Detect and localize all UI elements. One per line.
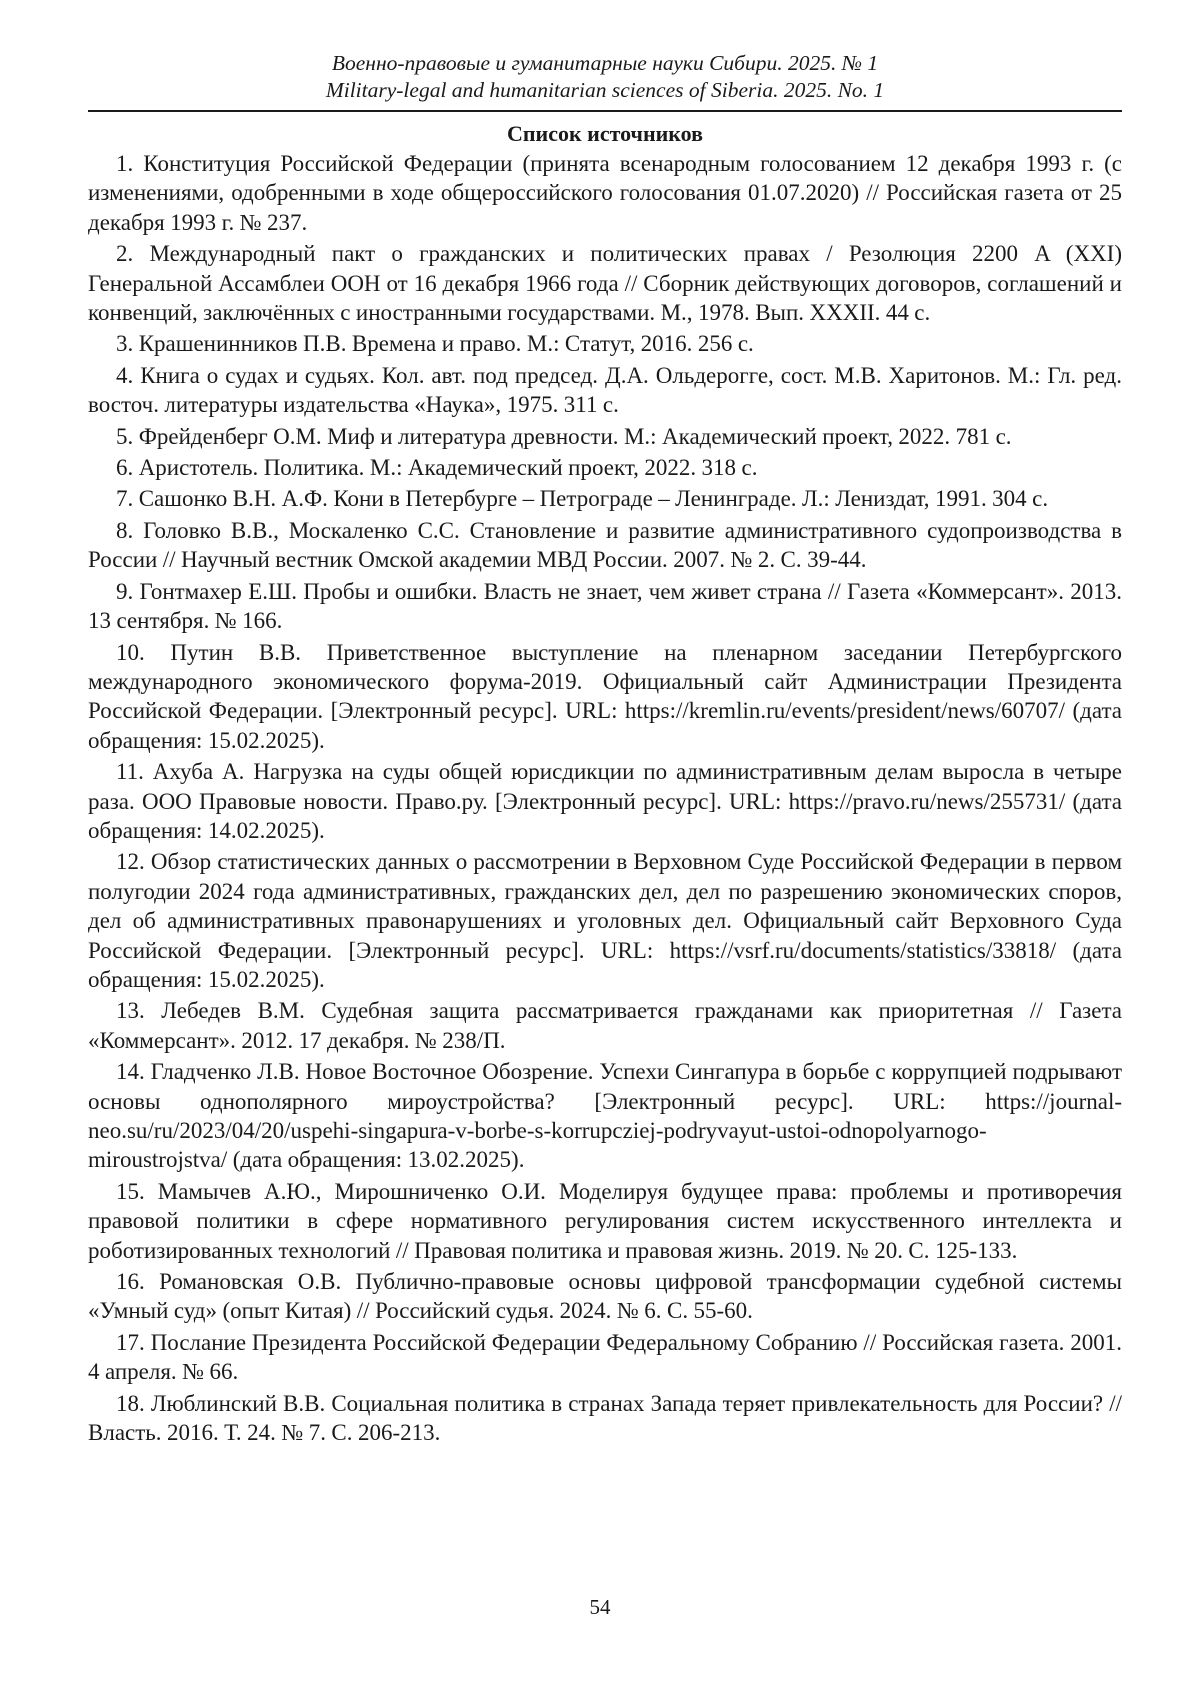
reference-item: 3. Крашенинников П.В. Времена и право. М.: Статут, 2016. 256 с. <box>116 331 754 357</box>
reference-item: 15. Мамычев А.Ю., Мирошниченко О.И. Моделируя будущее права: проблемы и противоречия правовой политики в сфере нормативного регулирования систем искусственного интеллекта и роботизированных технологий // Правовая политика и правовая жизнь. 2019. № 20. С. 125-133. <box>88 1178 1122 1263</box>
reference-item: 8. Головко В.В., Москаленко С.С. Становление и развитие административного судопроизводства в России // Научный вестник Омской академии МВД России. 2007. № 2. С. 39-44. <box>88 517 1122 573</box>
reference-item: 13. Лебедев В.М. Судебная защита рассматривается гражданами как приоритетная // Газета «Коммерсант». 2012. 17 декабря. № 238/П. <box>88 998 1122 1053</box>
reference-item: 17. Послание Президента Российской Федерации Федеральному Собранию // Российская газета. 2001. 4 апреля. № 66. <box>88 1329 1122 1385</box>
journal-title-en: Military-legal and humanitarian sciences of Siberia. 2025. No. 1 <box>325 78 885 102</box>
reference-item: 18. Люблинский В.В. Социальная политика в странах Запада теряет привлекательность для России? // Власть. 2016. Т. 24. № 7. С. 206-213. <box>88 1390 1122 1446</box>
reference-list <box>88 149 1122 1447</box>
reference-item: 7. Сашонко В.Н. А.Ф. Кони в Петербурге – Петрограде – Ленинграде. Л.: Лениздат, 1991. 304 с. <box>116 486 1049 512</box>
reference-item: 9. Гонтмахер Е.Ш. Пробы и ошибки. Власть не знает, чем живет страна // Газета «Коммерсант». 2013. 13 сентября. № 166. <box>88 578 1122 634</box>
running-header <box>88 50 1122 104</box>
reference-item: 4. Книга о судах и судьях. Кол. авт. под председ. Д.А. Ольдерогге, сост. М.В. Харитонов. М.: Гл. ред. восточ. литературы издательства «Наука», 1975. 311 с. <box>88 362 1122 418</box>
header-divider <box>88 110 1122 112</box>
reference-item: 11. Ахуба А. Нагрузка на суды общей юрисдикции по административным делам выросла в четыре раза. ООО Правовые новости. Право.ру. [Электронный ресурс]. URL: https://pravo.ru/news/255731/ (дата обращения: 14.02.2025). <box>88 759 1122 843</box>
journal-title-ru: Военно-правовые и гуманитарные науки Сибири. 2025. № 1 <box>331 51 879 75</box>
reference-item: 2. Международный пакт о гражданских и политических правах / Резолюция 2200 A (XXI) Генеральной Ассамблеи ООН от 16 декабря 1966 года // Сборник действующих договоров, соглашений и конвенций, заключённых с иностранными государствами. М., 1978. Вып. XXXII. 44 с. <box>88 241 1122 326</box>
references-section <box>88 120 1122 1449</box>
reference-item: 12. Обзор статистических данных о рассмотрении в Верховном Суде Российской Федерации в первом полугодии 2024 года административных, гражданских дел, дел по разрешению экономических споров, дел об административных правонарушениях и уголовных дел. Официальный сайт Верховного Суда Российской Федерации. [Электронный ресурс]. URL: https://vsrf.ru/documents/statistics/33818/ (дата обращения: 15.02.2025). <box>88 849 1122 992</box>
reference-item: 10. Путин В.В. Приветственное выступление на пленарном заседании Петербургского международного экономического форума-2019. Официальный сайт Администрации Президента Российской Федерации. [Электронный ресурс]. URL: https://kremlin.ru/events/president/news/60707/ (дата обращения: 15.02.2025). <box>88 639 1122 753</box>
reference-item: 6. Аристотель. Политика. М.: Академический проект, 2022. 318 с. <box>116 455 758 481</box>
section-title: Список источников <box>506 121 704 146</box>
page-number: 54 <box>589 1595 611 1619</box>
reference-item: 16. Романовская О.В. Публично-правовые основы цифровой трансформации судебной системы «Умный суд» (опыт Китая) // Российский судья. 2024. № 6. С. 55-60. <box>88 1269 1122 1324</box>
reference-item: 5. Фрейденберг О.М. Миф и литература древности. М.: Академический проект, 2022. 781 с. <box>116 423 1012 449</box>
reference-item: 1. Конституция Российской Федерации (принята всенародным голосованием 12 декабря 1993 г. (с изменениями, одобренными в ходе общероссийского голосования 01.07.2020) // Российская газета от 25 декабря 1993 г. № 237. <box>88 151 1122 235</box>
reference-item: 14. Гладченко Л.В. Новое Восточное Обозрение. Успехи Сингапура в борьбе с коррупцией подрывают основы однополярного мироустройства? [Электронный ресурс]. URL: https://journal-neo.su/ru/2023/04/20/uspehi-singapura-v-borbe-s-korrupcziej-podryvayut-ustoi-odnopolyarnogo-miroustrojstva/ (дата обращения: 13.02.2025). <box>88 1059 1122 1173</box>
